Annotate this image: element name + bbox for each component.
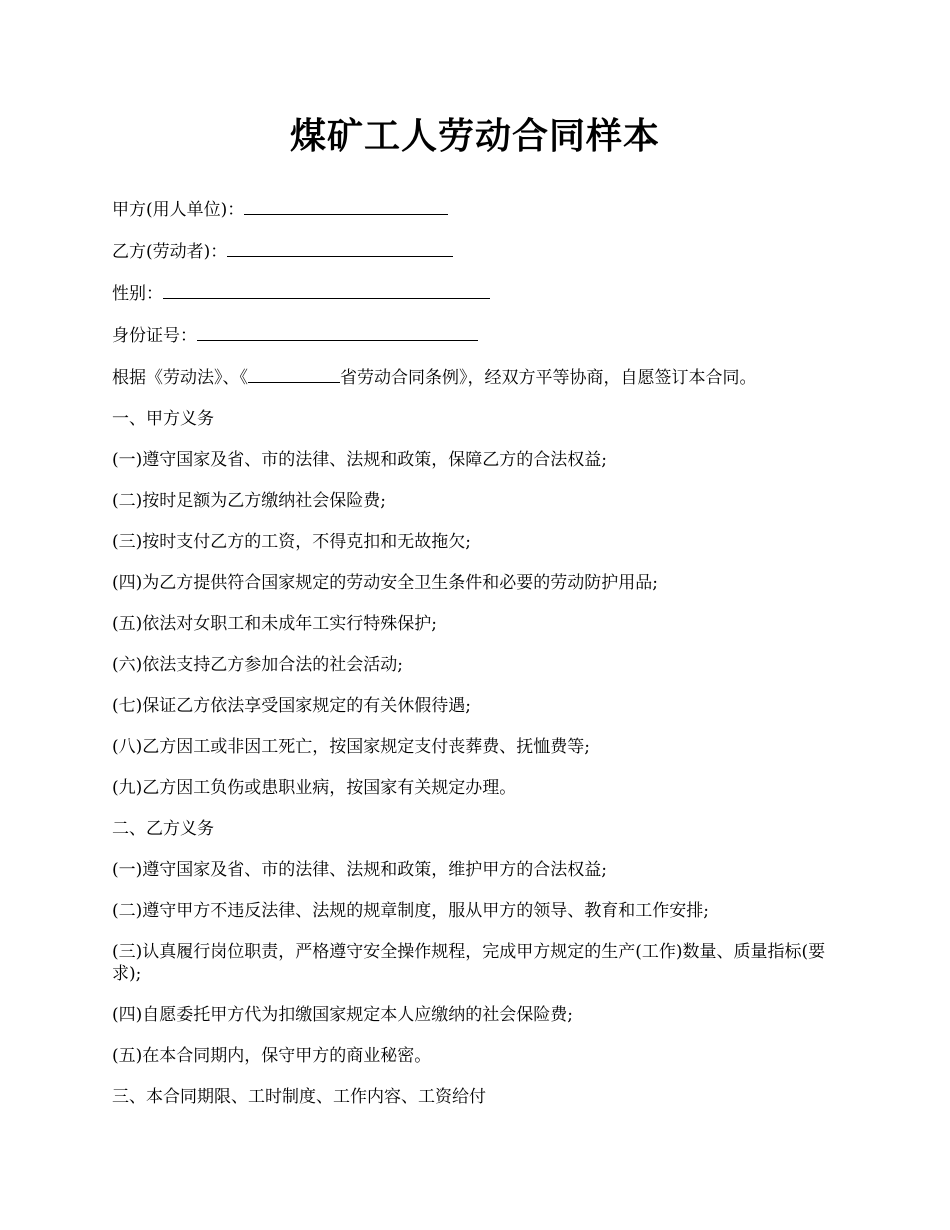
section-1-item: (六)依法支持乙方参加合法的社会活动; xyxy=(112,655,403,675)
party-b-label: 乙方(劳动者)： xyxy=(112,242,228,262)
section-1-item: (八)乙方因工或非因工死亡，按国家规定支付丧葬费、抚恤费等; xyxy=(112,737,590,757)
preamble xyxy=(112,366,838,389)
preamble-part2: 省劳动合同条例》，经双方平等协商，自愿签订本合同。 xyxy=(340,368,757,388)
gender-label: 性别： xyxy=(112,284,163,304)
section-2-item: (一)遵守国家及省、市的法律、法规和政策，维护甲方的合法权益; xyxy=(112,860,607,880)
section-1-item: (三)按时支付乙方的工资，不得克扣和无故拖欠; xyxy=(112,532,471,552)
party-b-blank xyxy=(227,240,453,257)
section-1-item: (五)依法对女职工和未成年工实行特殊保护; xyxy=(112,614,437,634)
section-2-item: (五)在本合同期内，保守甲方的商业秘密。 xyxy=(112,1046,432,1066)
section-1-heading: 一、甲方义务 xyxy=(112,409,214,429)
section-2-heading: 二、乙方义务 xyxy=(112,819,214,839)
preamble-part1: 根据《劳动法》、《 xyxy=(112,368,248,388)
document-title: 煤矿工人劳动合同样本 xyxy=(289,115,660,157)
id-number-field xyxy=(112,324,838,347)
section-1-item: (一)遵守国家及省、市的法律、法规和政策，保障乙方的合法权益; xyxy=(112,450,607,470)
party-b-field xyxy=(112,240,838,263)
section-1-item: (七)保证乙方依法享受国家规定的有关休假待遇; xyxy=(112,696,471,716)
province-blank xyxy=(248,366,340,383)
party-a-blank xyxy=(244,198,448,215)
section-2-item: (四)自愿委托甲方代为扣缴国家规定本人应缴纳的社会保险费; xyxy=(112,1005,573,1025)
section-2-item: (二)遵守甲方不违反法律、法规的规章制度，服从甲方的领导、教育和工作安排; xyxy=(112,901,709,921)
party-a-label: 甲方(用人单位)： xyxy=(112,200,245,220)
gender-field xyxy=(112,282,838,305)
section-3-heading: 三、本合同期限、工时制度、工作内容、工资给付 xyxy=(112,1087,486,1107)
id-number-label: 身份证号： xyxy=(112,326,197,346)
party-a-field xyxy=(112,198,838,221)
id-number-blank xyxy=(197,324,478,341)
gender-blank xyxy=(163,282,490,299)
section-1-item: (二)按时足额为乙方缴纳社会保险费; xyxy=(112,491,386,511)
section-1-item: (九)乙方因工负伤或患职业病，按国家有关规定办理。 xyxy=(112,778,517,798)
section-2-item: (三)认真履行岗位职责，严格遵守安全操作规程，完成甲方规定的生产(工作)数量、质量指标(要求); xyxy=(112,942,826,984)
section-1-item: (四)为乙方提供符合国家规定的劳动安全卫生条件和必要的劳动防护用品; xyxy=(112,573,658,593)
